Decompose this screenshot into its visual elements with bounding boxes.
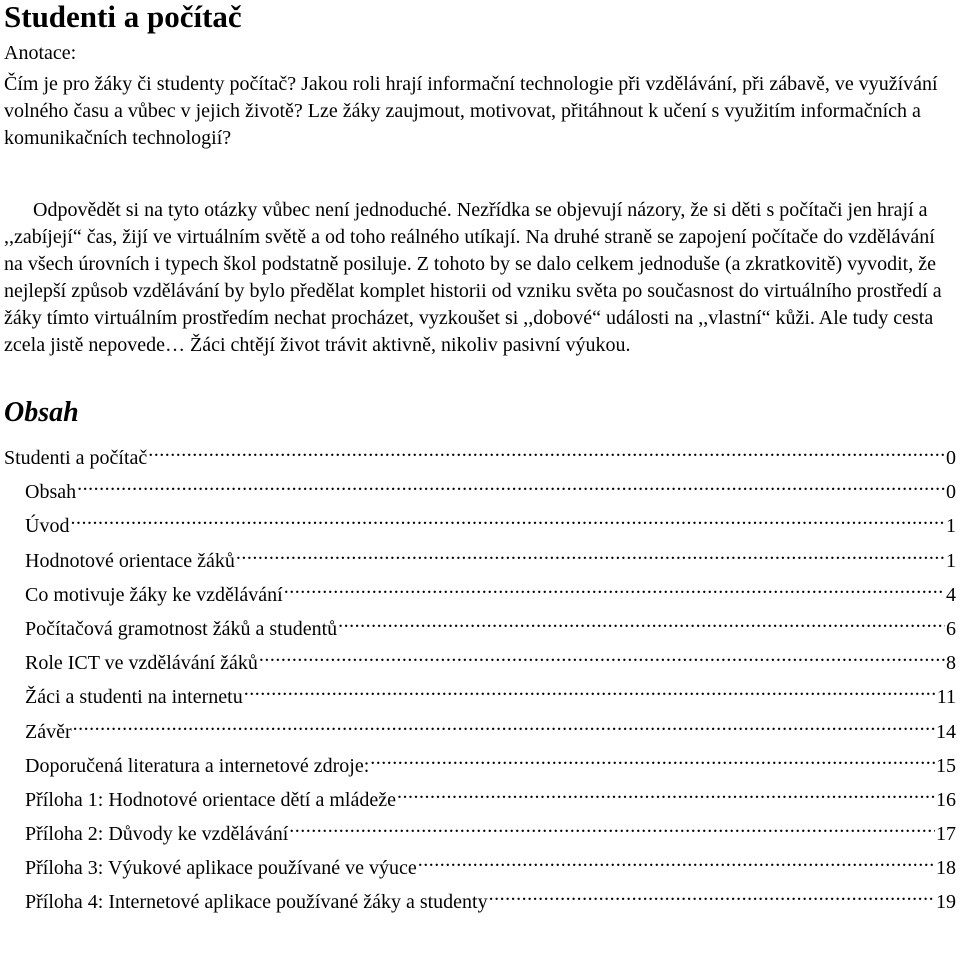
toc-entry-page: 1 [946,549,956,572]
toc-entry-page: 11 [936,686,956,709]
toc-entry[interactable] [4,783,956,817]
toc-dot-leader [397,786,935,806]
toc-entry-page: 6 [946,617,956,640]
toc-entry[interactable] [4,544,956,578]
toc-dot-leader [489,888,935,908]
toc-entry-label: Hodnotové orientace žáků [25,549,235,572]
toc-entry-label: Příloha 4: Internetové aplikace používané žáky a studenty [25,891,488,914]
toc-entry-page: 19 [936,891,956,914]
toc-entry[interactable] [4,509,956,543]
toc-entry-label: Co motivuje žáky ke vzdělávání [25,583,283,606]
toc-entry[interactable] [4,646,956,680]
toc-entry-label: Úvod [25,515,70,538]
toc-entry[interactable] [4,612,956,646]
toc-entry[interactable] [4,475,956,509]
toc-dot-leader [148,444,945,464]
toc-entry-page: 16 [936,788,956,811]
toc-entry-label: Příloha 3: Výukové aplikace používané ve výuce [25,857,417,880]
toc-entry[interactable] [4,851,956,885]
document-page [4,0,956,920]
toc-entry-page: 4 [946,583,956,606]
toc-entry-label: Obsah [25,481,77,504]
toc-dot-leader [338,615,945,635]
toc-entry-page: 8 [946,652,956,675]
toc-entry[interactable] [4,885,956,919]
toc-entry-label: Role ICT ve vzdělávání žáků [25,652,258,675]
toc-dot-leader [284,581,945,601]
toc-entry-label: Závěr [25,720,72,743]
toc-entry-page: 18 [936,857,956,880]
toc-entry-page: 14 [936,720,956,743]
toc-entry[interactable] [4,441,956,475]
toc-dot-leader [289,820,935,840]
annotation-paragraph: Čím je pro žáky či studenty počítač? Jakou roli hrají informační technologie při vzdělávání, při zábavě, ve využívání volného času a vůbec v jejich životě? Lze žáky zaujmout, motivovat, přitáhnout k učení s využitím informačních a komunikačních technologií? [4,73,938,149]
toc-entry-page: 17 [936,823,956,846]
toc-dot-leader [418,854,935,874]
toc-dot-leader [77,478,945,498]
toc-entry[interactable] [4,817,956,851]
toc-dot-leader [73,718,935,738]
toc-entry[interactable] [4,715,956,749]
toc-heading: Obsah [4,397,79,428]
toc-dot-leader [244,683,936,703]
toc-entry-label: Příloha 2: Důvody ke vzdělávání [25,823,289,846]
toc-entry-page: 0 [946,481,956,504]
toc-entry-page: 1 [946,515,956,538]
toc-dot-leader [70,512,945,532]
toc-entry-label: Žáci a studenti na internetu [25,686,243,709]
toc-dot-leader [236,547,945,567]
table-of-contents [4,441,956,920]
toc-entry-label: Doporučená literatura a internetové zdroje: [25,754,370,777]
toc-entry-label: Příloha 1: Hodnotové orientace dětí a mládeže [25,788,396,811]
toc-entry[interactable] [4,578,956,612]
toc-dot-leader [259,649,945,669]
toc-entry-label: Počítačová gramotnost žáků a studentů [25,617,338,640]
document-title: Studenti a počítač [4,0,242,34]
annotation-label: Anotace: [4,42,77,64]
toc-dot-leader [370,752,935,772]
intro-paragraph: Odpovědět si na tyto otázky vůbec není jednoduché. Nezřídka se objevují názory, že si děti s počítači jen hrají a ,,zabíjejí“ čas, žijí ve virtuálním světě a od toho reálného utíkají. Na druhé straně se zapojení počítače do vzdělávání na všech úrovních i typech škol podstatně posiluje. Z tohoto by se dalo celkem jednoduše (a zkratkovitě) vyvodit, že nejlepší způsob vzdělávání by bylo předělat komplet historii od vzniku světa po současnost do virtuálního prostředí a žáky tímto virtuálním prostředím nechat procházet, vyzkoušet si ,,dobové“ události na ,,vlastní“ kůži. Ale tudy cesta zcela jistě nepovede… Žáci chtějí život trávit aktivně, nikoliv pasivní výukou. [4,199,942,356]
toc-entry[interactable] [4,680,956,714]
toc-entry-page: 0 [946,447,956,469]
toc-entry-page: 15 [936,754,956,777]
toc-entry[interactable] [4,749,956,783]
toc-entry-label: Studenti a počítač [4,447,148,469]
